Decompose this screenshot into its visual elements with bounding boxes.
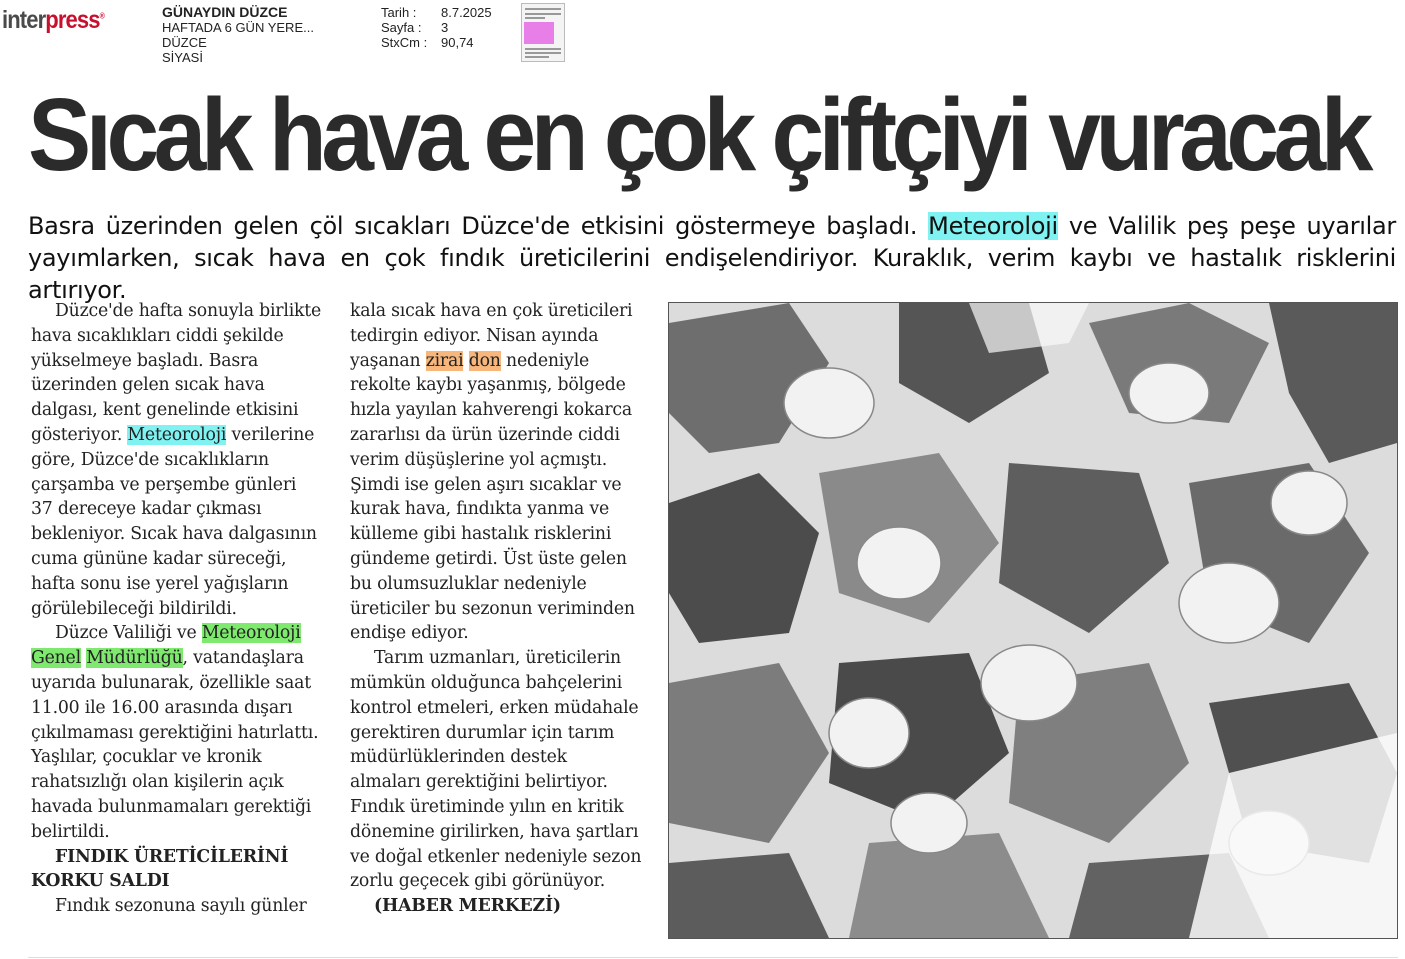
paragraph-2-text-b: , vatandaşlara uyarıda bulunarak, özellikle saat 11.00 ile 16.00 arasında dışarı çıkılmaması gerektiğini hatırlattı. Yaşlılar, çocuklar ve kronik rahatsızlığı olan kişilerin açık havada bulunmamaları gerektiği belirtildi. — [31, 648, 319, 842]
publication-city: DÜZCE — [162, 35, 207, 50]
highlight-mudurlugu: Müdürlüğü — [86, 648, 183, 669]
stxcm-row — [381, 35, 492, 50]
publication-section: SİYASİ — [162, 50, 203, 65]
logo-accent-text: press — [45, 6, 100, 34]
paragraph-3-text-c: nedeniyle rekolte kaybı yaşanmış, bölgede hızla yayılan kahverengi kokarca zararlısı da ürün üzerinde ciddi verim düşüşlerine yol açmıştı. Şimdi ise gelen aşırı sıcaklar ve kurak hava, fındıkta yanma ve külleme gibi hastalık risklerini gündeme getirdi. Üst üste gelen bu olumsuzluklar nedeniyle üreticiler bu sezonun veriminden endişe ediyor. — [350, 350, 635, 644]
paragraph-1 — [31, 299, 323, 621]
date-label: Tarih : — [381, 5, 417, 20]
article-column-1 — [31, 299, 323, 919]
date-row — [381, 5, 492, 20]
publication-info — [162, 5, 314, 65]
date-value: 8.7.2025 — [441, 5, 492, 20]
article-subheading: FINDIK ÜRETİCİLERİNİ KORKU SALDI — [31, 846, 289, 892]
paragraph-1-text-b: verilerine göre, Düzce'de sıcaklıkların çarşamba ve perşembe günleri 37 dereceye kadar çıkması bekleniyor. Sıcak hava dalgasının cuma gününe kadar süreceği, hafta sonu ise yerel yağışların görülebileceği bildirildi. — [31, 424, 317, 619]
bottom-rule — [28, 957, 1398, 958]
interpress-logo — [2, 6, 104, 35]
logo-main-text: inter — [2, 6, 46, 34]
spot-text-1: Basra üzerinden gelen çöl sıcakları Düzce'de etkisini göstermeye başladı. — [28, 212, 929, 240]
highlight-meteoroloji-2: Meteoroloji — [201, 623, 301, 644]
clipping-meta — [381, 5, 492, 50]
spot-highlight-meteoroloji: Meteoroloji — [928, 212, 1058, 240]
highlight-meteoroloji: Meteoroloji — [127, 424, 227, 445]
paragraph-3-continued — [350, 299, 642, 646]
publication-name: GÜNAYDIN DÜZCE — [162, 4, 288, 20]
page-thumbnail[interactable] — [521, 3, 565, 62]
article-spot — [28, 210, 1396, 306]
registered-mark: ® — [99, 11, 104, 21]
stxcm-value: 90,74 — [441, 35, 474, 50]
article-headline: Sıcak hava en çok çiftçiyi vuracak — [28, 77, 1368, 192]
highlight-don: don — [468, 350, 501, 371]
page-label: Sayfa : — [381, 20, 422, 35]
paragraph-2-text-a: Düzce Valiliği ve — [55, 623, 202, 644]
hazelnut-leaves-image — [669, 303, 1397, 938]
highlight-genel: Genel — [31, 648, 81, 669]
spot-text-2: ve Valilik peş peşe uyarılar yayımlarken, sıcak hava en çok fındık üreticilerini endişelendiriyor. Kuraklık, verim kaybı ve hastalık risklerini artırıyor. — [28, 212, 1397, 304]
page-value: 3 — [441, 20, 449, 35]
paragraph-2 — [31, 621, 323, 844]
page-row — [381, 20, 492, 35]
paragraph-3-text-b: kala sıcak hava en çok üreticileri tedirgin ediyor. Nisan ayında yaşanan — [350, 301, 633, 371]
stxcm-label: StxCm : — [381, 35, 428, 50]
hazelnut-photo — [668, 302, 1398, 939]
paragraph-3-start: Fındık sezonuna sayılı günler — [55, 896, 307, 917]
highlight-zirai: zirai — [425, 350, 464, 371]
publication-frequency: HAFTADA 6 GÜN YERE... — [162, 20, 314, 35]
paragraph-4: Tarım uzmanları, üreticilerin mümkün olduğunca bahçelerini kontrol etmeleri, erken müdahale gerektiren durumlar için tarım müdürlüklerinden destek almaları gerektiğini belirtiyor. Fındık üretiminde yılın en kritik dönemine girilirken, hava şartları ve doğal etkenler nedeniyle sezon zorlu geçecek gibi görünüyor. — [350, 648, 642, 892]
article-signature: (HABER MERKEZİ) — [374, 896, 561, 917]
article-column-2 — [350, 299, 642, 919]
paragraph-1-text-a: Düzce'de hafta sonuyla birlikte hava sıcaklıkları ciddi şekilde yükselmeye başladı. Basra üzerinden gelen sıcak hava dalgası, kent genelinde etkisini gösteriyor. — [31, 301, 322, 445]
